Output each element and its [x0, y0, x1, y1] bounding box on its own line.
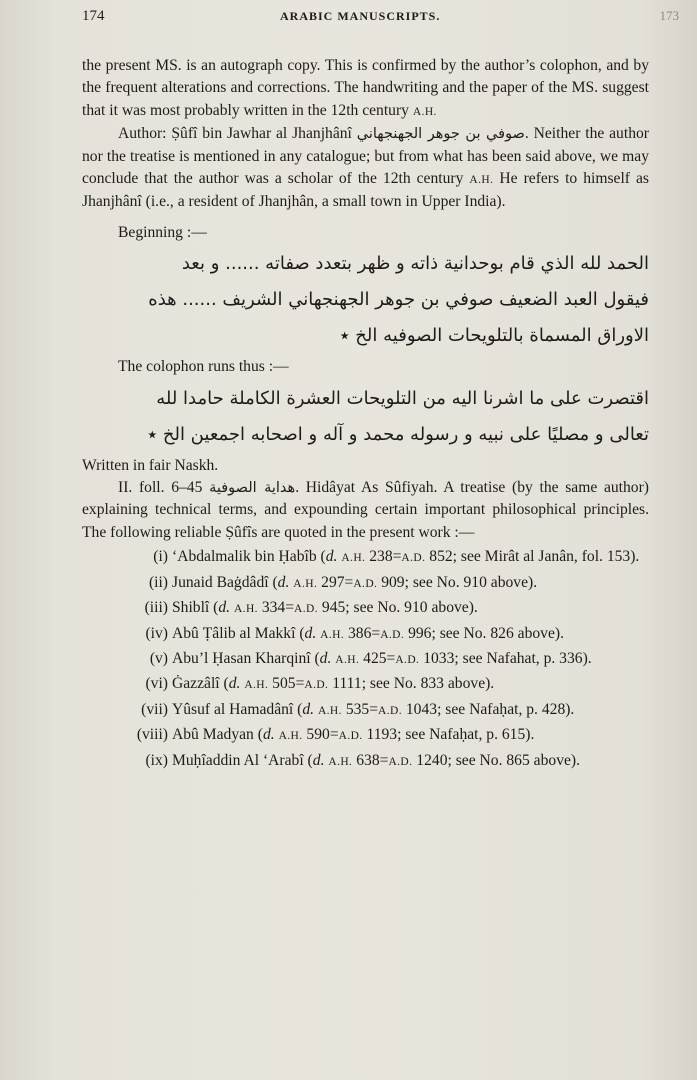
faded-page-number: 173 — [659, 8, 679, 23]
intro-paragraph: the present MS. is an autograph copy. This is confirmed by the author’s colophon, and by the frequent alterations and corrections. The handwriting and the paper of the MS. suggest that it was most probably written in the 12th century A.H. — [82, 57, 649, 119]
beginning-arabic-line-2: فيقول العبد الضعيف صوفي بن جوهر الجهنجهاني الشريف ...... هذه — [148, 289, 649, 311]
page-number: 174 — [82, 8, 105, 24]
colophon-arabic-line-1: اقتصرت على ما اشرنا اليه من التلويحات العشرة الكاملة حامدا لله — [156, 387, 649, 409]
running-head: ARABIC MANUSCRIPTS. — [280, 9, 441, 23]
sufi-list — [82, 546, 649, 773]
beginning-arabic-line-3: الاوراق المسماة بالتلويحات الصوفيه الخ ٭ — [339, 325, 649, 347]
page-body — [82, 55, 649, 775]
author-arabic-name: صوفي بن جوهر الجهنجهاني — [356, 126, 525, 143]
written-note: Written in fair Naskh. — [82, 456, 219, 474]
colophon-arabic-line-2: تعالى و مصليًا على نبيه و رسوله محمد و آله و اصحابه اجمعين الخ ٭ — [147, 423, 649, 445]
author-paragraph: Author: Ṣûfî bin Jawhar al Jhanjhânî صوفي بن جوهر الجهنجهاني. Neither the author nor the treatise is mentioned in any catalogue; but from what has been said above, we may conclude that the author was a scholar of the 12th century A.H. He refers to himself as Jhanjhânî (i.e., a resident of Jhanjhân, a small town in Upper India). — [82, 125, 649, 211]
list-item: (ix) Muḥîaddin Al ‘Arabî (d. A.H. 638=A.D. 1240; see No. 865 above). — [145, 751, 581, 769]
beginning-label: Beginning :— — [118, 223, 207, 241]
list-item: (iii) Shiblî (d. A.H. 334=A.D. 945; see No. 910 above). — [144, 599, 478, 617]
section-two-arabic-title: هداية الصوفية — [209, 480, 296, 497]
section-two-paragraph: II. foll. 6–45 هداية الصوفية. Hidâyat As Sûfiyah. A treatise (by the same author) explaining technical terms, and expounding certain important philosophical principles. The following reliable Ṣûfîs are quoted in the present work :— — [82, 479, 649, 541]
beginning-arabic-line-1: الحمد لله الذي قام بوحدانية ذاته و ظهر بتعدد صفاته ...... و بعد — [181, 253, 649, 275]
list-item: (i) ‘Abdalmalik bin Ḥabîb (d. A.H. 238=A.D. 852; see Mirât al Janân, fol. 153). — [153, 548, 640, 566]
list-item: (iv) Abû Ṭâlib al Makkî (d. A.H. 386=A.D. 996; see No. 826 above). — [145, 624, 564, 642]
list-item: (ii) Junaid Baġdâdî (d. A.H. 297=A.D. 909; see No. 910 above). — [148, 573, 538, 591]
list-item: (vii) Yûsuf al Hamadânî (d. A.H. 535=A.D. 1043; see Nafaḥat, p. 428). — [141, 700, 575, 718]
list-item: (vi) Ġazzâlî (d. A.H. 505=A.D. 1111; see No. 833 above). — [145, 675, 495, 693]
list-item: (v) Abu’l Ḥasan Kharqinî (d. A.H. 425=A.D. 1033; see Nafahat, p. 336). — [149, 649, 592, 667]
list-item: (viii) Abû Madyan (d. A.H. 590=A.D. 1193; see Nafaḥat, p. 615). — [136, 726, 535, 744]
page-header — [82, 8, 679, 30]
colophon-label: The colophon runs thus :— — [118, 358, 289, 376]
